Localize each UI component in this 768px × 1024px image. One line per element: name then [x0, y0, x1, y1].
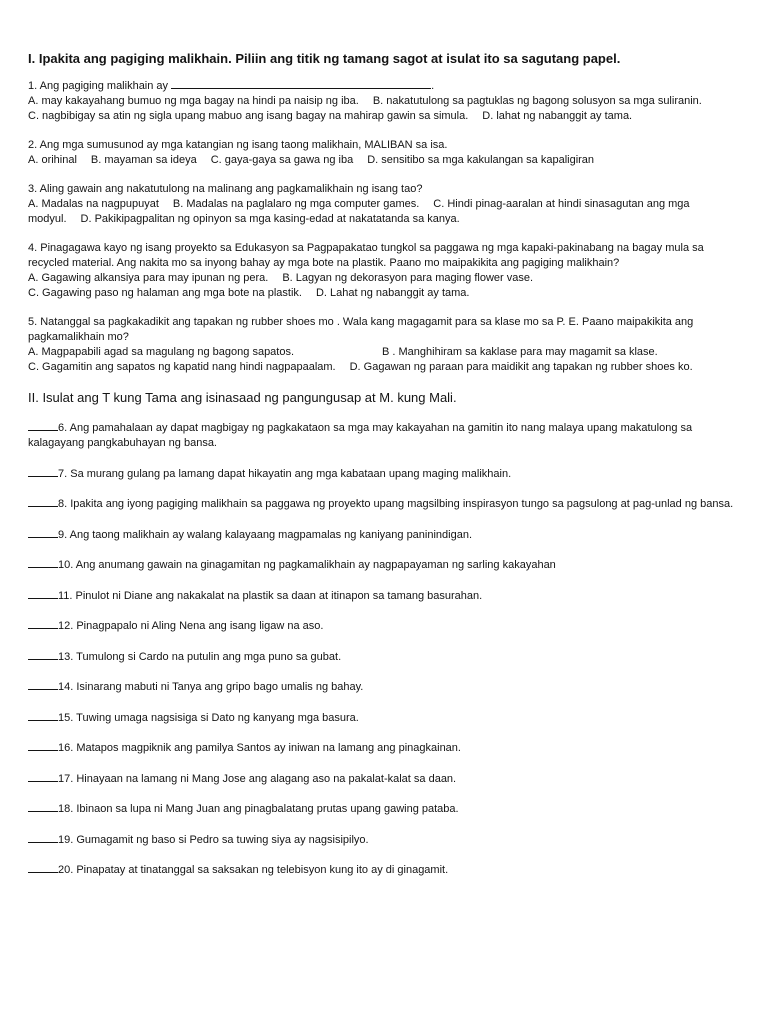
answer-blank [28, 420, 58, 431]
true-false-statement: 19. Gumagamit ng baso si Pedro sa tuwing siya ay nagsisipilyo. [58, 833, 369, 846]
true-false-statement: 7. Sa murang gulang pa lamang dapat hikayatin ang mga kabataan upang maging malikhain. [58, 467, 512, 480]
true-false-statement: 15. Tuwing umaga nagsisiga si Dato ng kanyang mga basura. [58, 711, 359, 724]
answer-blank [28, 832, 58, 843]
answer-blank [28, 862, 58, 873]
option-a: A. may kakayahang bumuo ng mga bagay na hindi pa naisip ng iba. [28, 95, 359, 107]
true-false-item [28, 862, 744, 878]
true-false-item [28, 832, 744, 848]
true-false-item [28, 420, 744, 451]
option-b: B. mayaman sa ideya [90, 154, 197, 166]
true-false-item [28, 649, 744, 665]
answer-blank [28, 771, 58, 782]
question-2-stem: 2. Ang mga sumusunod ay mga katangian ng isang taong malikhain, MALIBAN sa isa. [28, 139, 448, 151]
part2-title: II. Isulat ang T kung Tama ang isinasaad ng pangungusap at M. kung Mali. [28, 390, 457, 405]
true-false-item [28, 557, 744, 573]
options-row [28, 94, 744, 109]
true-false-item [28, 466, 744, 482]
true-false-statement: 16. Matapos magpiknik ang pamilya Santos ay iniwan na lamang ang pinagkainan. [58, 742, 461, 754]
true-false-statement: 12. Pinagpapalo ni Aling Nena ang isang ligaw na aso. [58, 620, 324, 632]
option-d: D. Pakikipagpalitan ng opinyon sa mga kasing-edad at nakatatanda sa kanya. [80, 213, 460, 225]
part1-title: I. Ipakita ang pagiging malikhain. Piliin ang titik ng tamang sagot at isulat ito sa sagutang papel. [28, 51, 621, 66]
option-d: D. lahat ng nabanggit ay tama. [482, 110, 633, 122]
answer-blank [28, 740, 58, 751]
question-5 [28, 315, 744, 375]
true-false-item [28, 588, 744, 604]
worksheet [28, 50, 744, 893]
option-a: A. Magpapabili agad sa magulang ng bagong sapatos. [28, 346, 295, 358]
true-false-item [28, 496, 744, 512]
true-false-statement: 8. Ipakita ang iyong pagiging malikhain sa paggawa ng proyekto upang magsilbing inspirasyon tungo sa pagsulong at pag-unlad ng bansa. [58, 498, 734, 510]
answer-blank [28, 679, 58, 690]
true-false-statement: 14. Isinarang mabuti ni Tanya ang gripo bago umalis ng bahay. [58, 681, 364, 693]
options-row [28, 345, 744, 360]
true-false-statement: 13. Tumulong si Cardo na putulin ang mga puno sa gubat. [58, 650, 342, 663]
question-1 [28, 78, 744, 124]
answer-blank [28, 466, 58, 477]
true-false-statement: 17. Hinayaan na lamang ni Mang Jose ang alagang aso na pakalat-kalat sa daan. [58, 772, 457, 785]
option-b: B. Lagyan ng dekorasyon para maging flower vase. [282, 272, 534, 284]
options-row [28, 286, 744, 301]
option-c: C. nagbibigay sa atin ng sigla upang mabuo ang isang bagay na mahirap gawin sa simula. [28, 110, 469, 122]
true-false-statement: 9. Ang taong malikhain ay walang kalayaang magpamalas ng kaniyang paninindigan. [58, 528, 473, 541]
question-5-stem: 5. Natanggal sa pagkakadikit ang tapakan ng rubber shoes mo . Wala kang magagamit para sa klase mo sa P. E. Paano maipakikita ang pagkamalikhain mo? [28, 316, 694, 343]
option-c: C. Gagawing paso ng halaman ang mga bote na plastik. [28, 287, 302, 299]
true-false-item [28, 710, 744, 726]
question-3-stem: 3. Aling gawain ang nakatutulong na malinang ang pagkamalikhain ng isang tao? [28, 183, 423, 195]
true-false-item [28, 771, 744, 787]
options-row [28, 360, 744, 375]
true-false-statement: 18. Ibinaon sa lupa ni Mang Juan ang pinagbalatang prutas upang gawing pataba. [58, 803, 459, 815]
answer-blank [28, 496, 58, 507]
answer-blank [28, 649, 58, 660]
question-3 [28, 182, 744, 227]
answer-blank [28, 801, 58, 812]
question-1-stem: 1. Ang pagiging malikhain ay [28, 80, 169, 92]
true-false-statement: 11. Pinulot ni Diane ang nakakalat na plastik sa daan at itinapon sa tamang basurahan. [58, 589, 483, 602]
true-false-statement: 20. Pinapatay at tinatanggal sa saksakan ng telebisyon kung ito ay di ginagamit. [58, 864, 449, 876]
answer-blank [28, 588, 58, 599]
question-4 [28, 241, 744, 301]
option-b: B. Madalas na paglalaro ng mga computer games. [172, 198, 420, 210]
question-2 [28, 138, 744, 168]
true-false-item [28, 801, 744, 817]
option-a: A. orihinal [28, 154, 77, 166]
question-1-stem-line [28, 78, 744, 94]
answer-blank [28, 710, 58, 721]
true-false-list [28, 420, 744, 878]
option-c: C. Gagamitin ang sapatos ng kapatid nang hindi nagpapaalam. [28, 361, 336, 373]
options-row [28, 271, 744, 286]
question-1-stem-end: . [431, 80, 435, 92]
option-d: D. Lahat ng nabanggit ay tama. [315, 287, 470, 299]
true-false-item [28, 527, 744, 543]
option-b: B. nakatutulong sa pagtuklas ng bagong solusyon sa mga suliranin. [372, 95, 702, 107]
option-d: D. Gagawan ng paraan para maidikit ang tapakan ng rubber shoes ko. [349, 361, 693, 373]
option-d: D. sensitibo sa mga kakulangan sa kapaligiran [367, 154, 595, 166]
true-false-item [28, 679, 744, 695]
option-c: C. gaya-gaya sa gawa ng iba [210, 154, 354, 166]
options-row [28, 153, 744, 168]
options-row [28, 109, 744, 124]
option-b: B . Manghihiram sa kaklase para may magamit sa klase. [382, 346, 658, 358]
question-4-stem: 4. Pinagagawa kayo ng isang proyekto sa Edukasyon sa Pagpapakatao tungkol sa paggawa ng mga kapaki-pakinabang na bagay mula sa recycled material. Ang nakita mo sa inyong bahay ay mga bote na plastik. Paano mo maipakikita ang pagiging malikhain? [28, 242, 704, 269]
true-false-item [28, 618, 744, 634]
answer-blank [28, 557, 58, 568]
option-c: C. Hindi pinag-aaralan at hindi sinasagutan ang mga modyul. [28, 198, 690, 225]
true-false-statement: 10. Ang anumang gawain na ginagamitan ng pagkamalikhain ay nagpapayaman ng sarling kakayahan [58, 559, 556, 571]
answer-blank [28, 527, 58, 538]
answer-blank [171, 78, 431, 89]
option-a: A. Gagawing alkansiya para may ipunan ng pera. [28, 272, 269, 284]
answer-blank [28, 618, 58, 629]
true-false-item [28, 740, 744, 756]
option-a: A. Madalas na nagpupuyat [28, 198, 159, 210]
options-row [28, 197, 744, 227]
true-false-statement: 6. Ang pamahalaan ay dapat magbigay ng pagkakataon sa mga may kakayahan na gamitin ito nang malaya upang makatulong sa kalagayang pangkabuhayan ng bansa. [28, 422, 693, 449]
